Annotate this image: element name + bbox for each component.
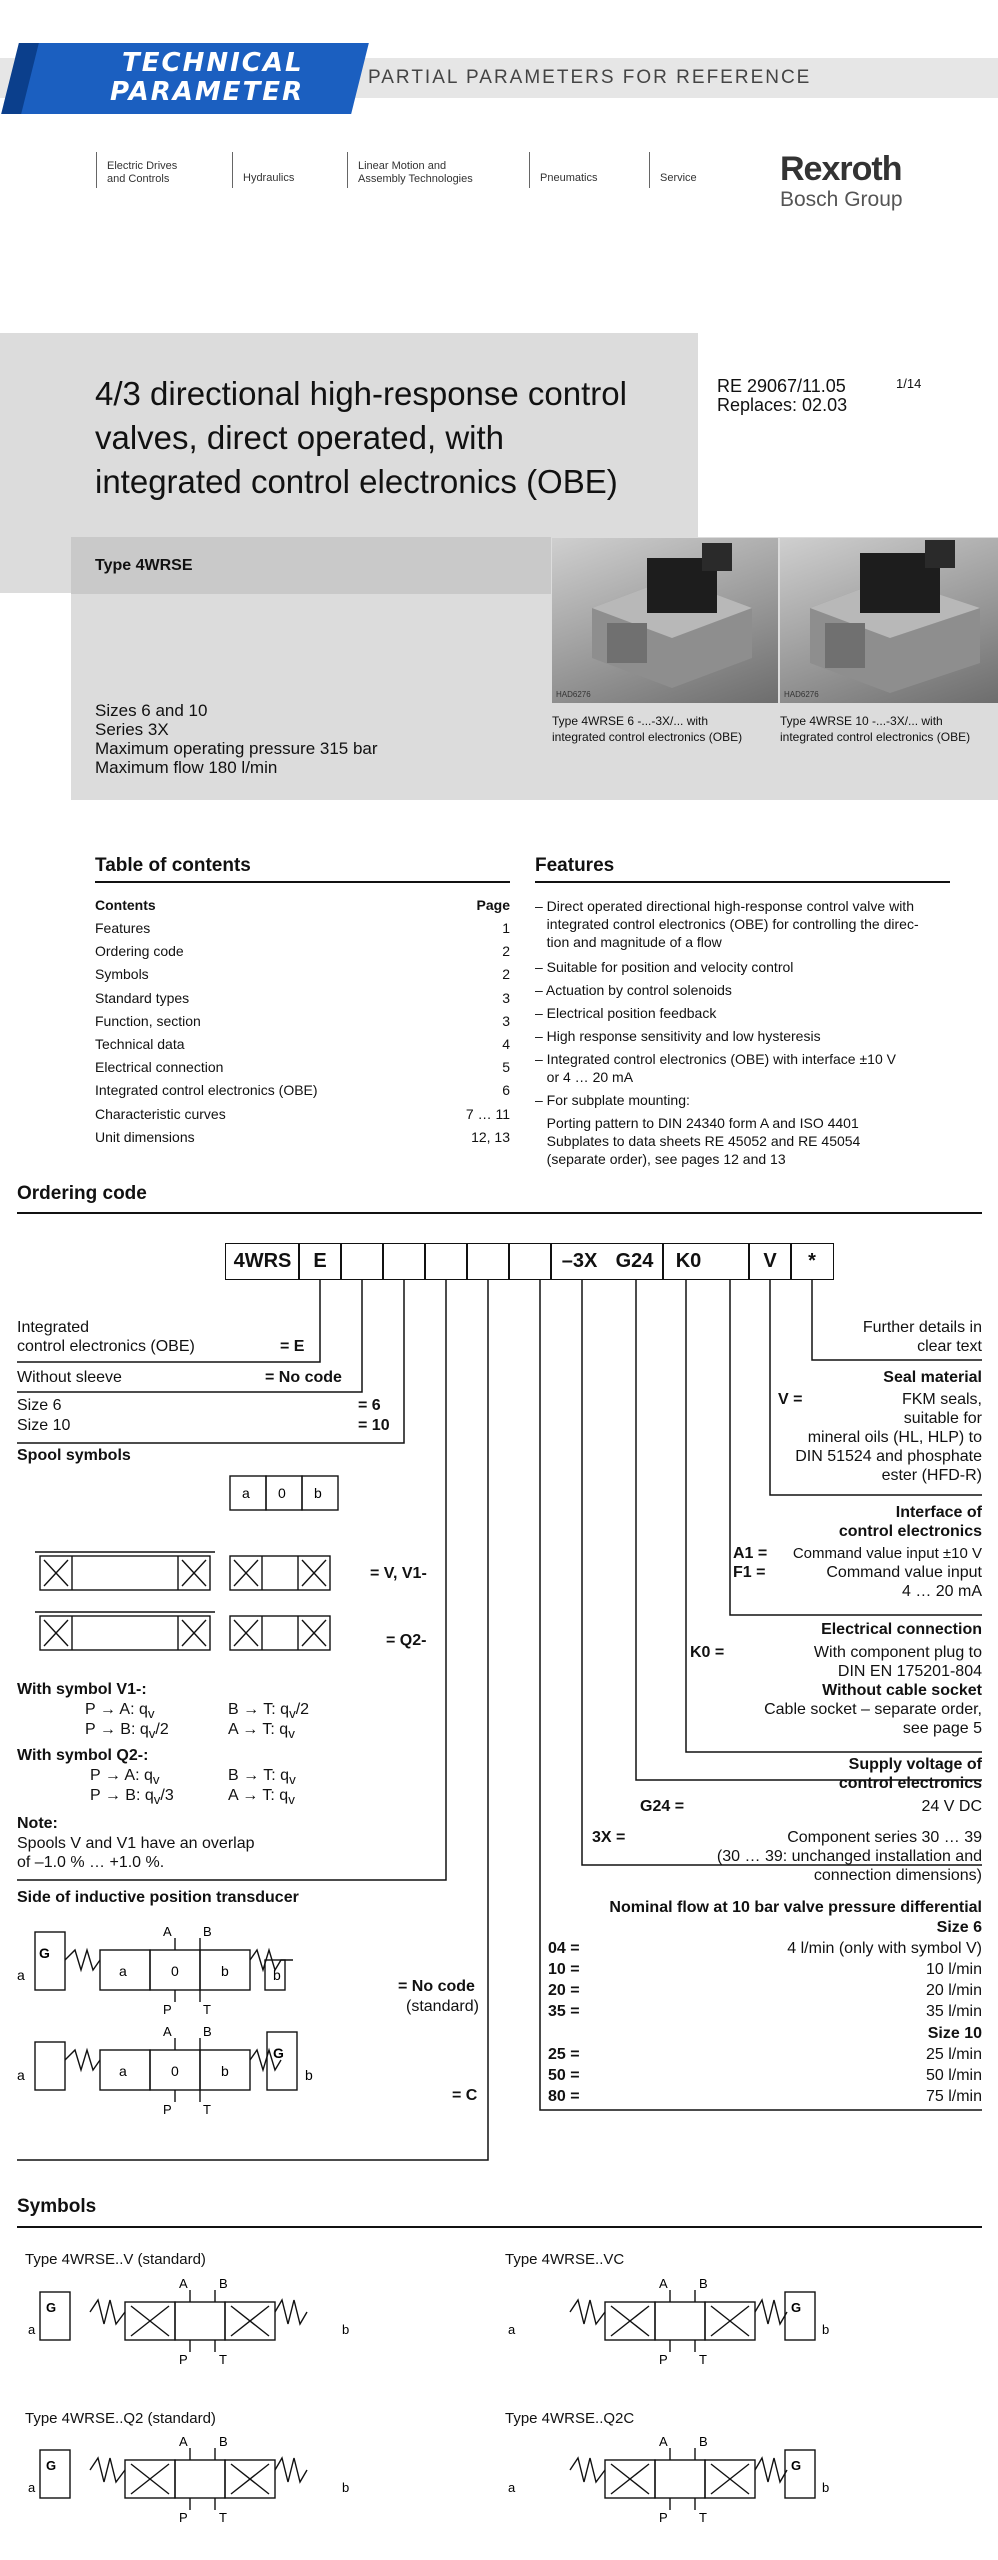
q2-flow-bt: B → T: $q_v$ <box>228 1767 296 1788</box>
banner-title-line1: TECHNICAL <box>122 48 304 78</box>
v1-heading: With symbol V1-: <box>17 1681 147 1698</box>
toc-header: Contents Page <box>95 897 510 913</box>
symbol-part <box>90 2300 125 2324</box>
spec-line: Maximum operating pressure 315 bar <box>95 739 378 758</box>
toc-row[interactable] <box>95 943 510 959</box>
k0-code: K0 = <box>690 1644 725 1661</box>
svg-text:b: b <box>221 2063 229 2079</box>
product-image-size6 <box>552 538 778 703</box>
x3-code: 3X = <box>592 1829 626 1846</box>
v1-flow-pb: P → B: $q_v/2$ <box>85 1721 169 1742</box>
flow-code: 50 = <box>548 2067 580 2084</box>
symbol-part: a <box>508 2322 516 2337</box>
nav-divider <box>232 152 233 188</box>
svg-text:b: b <box>273 1967 281 1983</box>
svg-text:a: a <box>17 1967 25 1983</box>
valve-illustration <box>780 538 998 703</box>
valve-symbol-diagrams <box>0 2272 998 2560</box>
flow-value: 75 l/min <box>925 2088 982 2105</box>
v1-flow-at: A → T: $q_v$ <box>228 1721 295 1742</box>
ordering-rule <box>17 1212 982 1214</box>
symbol-part <box>570 2458 605 2482</box>
symbol-part: b <box>822 2480 830 2495</box>
photo-caption: Type 4WRSE 10 -...-3X/... with integrated control electronics (OBE) <box>780 714 971 744</box>
spool-v-value: = V, V1- <box>370 1565 427 1582</box>
flow-code: 10 = <box>548 1961 580 1978</box>
electrical-heading: Electrical connection <box>821 1621 982 1638</box>
obe-value: = E <box>280 1338 305 1355</box>
q2-flow-pa: P → A: $q_v$ <box>90 1767 160 1788</box>
code-field-spool <box>424 1243 468 1280</box>
feature-item: tion and magnitude of a flow <box>535 934 722 950</box>
symbol-part: a <box>28 2480 36 2495</box>
sleeve-value: = No code <box>265 1369 342 1386</box>
symbol-part <box>755 2300 787 2324</box>
toc-row[interactable] <box>95 920 510 936</box>
spool-q2-value: = Q2- <box>386 1632 427 1649</box>
transducer-standard: (standard) <box>406 1998 479 2015</box>
flow-size6: Size 6 <box>936 1919 982 1936</box>
nav-item-service[interactable]: Service <box>660 172 697 184</box>
replaces-date: Replaces: 02.03 <box>717 395 848 415</box>
g24-code: G24 = <box>640 1798 685 1815</box>
symbols-rule <box>17 2226 982 2228</box>
photo-caption: Type 4WRSE 6 -...-3X/... with integrated control electronics (OBE) <box>552 714 743 744</box>
size6-value: = 6 <box>358 1397 381 1414</box>
symbol-part: A <box>659 2276 668 2291</box>
symbol-part <box>275 2458 307 2482</box>
svg-text:0: 0 <box>278 1485 286 1501</box>
code-field-seal: V <box>748 1243 792 1280</box>
code-field-sleeve <box>340 1243 384 1280</box>
flow-code: 80 = <box>548 2088 580 2105</box>
svg-text:a: a <box>119 2063 127 2079</box>
page-title: 4/3 directional high-response control valves, direct operated, with integrated control electronics (OBE) <box>95 375 627 500</box>
transducer-c: = C <box>452 2087 478 2104</box>
a1-code: A1 = <box>733 1545 768 1562</box>
spec-line: Sizes 6 and 10 <box>95 701 208 720</box>
svg-text:G: G <box>273 2045 284 2061</box>
seal-description: FKM seals, suitable for mineral oils (HL, HLP) to DIN 51524 and phosphate ester (HFD-R) <box>795 1391 982 1484</box>
svg-text:A: A <box>163 2024 172 2039</box>
nav-divider <box>347 152 348 188</box>
symbol-title: Type 4WRSE..Q2C <box>505 2410 635 2427</box>
transducer-heading: Side of inductive position transducer <box>17 1889 299 1906</box>
note-line: Spools V and V1 have an overlap <box>17 1835 255 1852</box>
toc-row[interactable] <box>95 1013 510 1029</box>
svg-text:b: b <box>314 1485 322 1501</box>
feature-item: Porting pattern to DIN 24340 form A and ISO 4401 <box>535 1115 859 1131</box>
toc-title: Integrated control electronics (OBE) <box>95 1082 318 1099</box>
flow-code: 35 = <box>548 2003 580 2020</box>
symbol-part: A <box>179 2434 188 2449</box>
toc-rule <box>95 881 510 883</box>
code-field-voltage: G24 <box>606 1243 664 1280</box>
toc-row[interactable] <box>95 1106 510 1122</box>
symbol-part <box>175 2460 225 2498</box>
brand-logo: Rexroth <box>780 150 902 188</box>
toc-title: Symbols <box>95 966 149 983</box>
symbol-part <box>655 2302 705 2340</box>
spec-line: Series 3X <box>95 720 169 739</box>
symbol-part: G <box>46 2458 57 2473</box>
feature-item: – Integrated control electronics (OBE) with interface ±10 V <box>535 1051 896 1067</box>
toc-title: Electrical connection <box>95 1059 224 1076</box>
v1-flow-bt: B → T: $q_v/2$ <box>228 1701 310 1722</box>
x3-description: Component series 30 … 39 (30 … 39: unchanged installation and connection dimensions) <box>716 1829 982 1884</box>
valve-illustration <box>552 538 778 703</box>
features-heading: Features <box>535 855 615 876</box>
toc-page: 4 <box>502 1036 510 1052</box>
symbol-title: Type 4WRSE..V (standard) <box>25 2251 206 2268</box>
symbol-part: b <box>342 2480 350 2495</box>
symbol-part <box>175 2302 225 2340</box>
toc-page: 7 … 11 <box>465 1105 510 1122</box>
feature-item: – Direct operated directional high-response control valve with <box>535 898 914 914</box>
f1-description: Command value input 4 … 20 mA <box>826 1564 982 1600</box>
toc-page: 2 <box>502 943 510 960</box>
symbol-part: B <box>699 2276 708 2291</box>
k0-description: With component plug to DIN EN 175201-804 Without cable socket Cable socket – separate order, see page 5 <box>764 1644 982 1737</box>
code-field-flow <box>508 1243 552 1280</box>
flow-value: 25 l/min <box>925 2046 982 2063</box>
symbol-part: B <box>219 2276 228 2291</box>
symbol-part: G <box>46 2300 57 2315</box>
toc-page: 3 <box>502 1012 510 1029</box>
g24-description: 24 V DC <box>921 1798 982 1815</box>
banner-subtitle: PARTIAL PARAMETERS FOR REFERENCE <box>368 67 812 88</box>
svg-text:A: A <box>163 1924 172 1939</box>
feature-item: integrated control electronics (OBE) for controlling the direc- <box>535 916 919 932</box>
feature-item: (separate order), see pages 12 and 13 <box>535 1151 786 1167</box>
note-line: of –1.0 % … +1.0 %. <box>17 1854 165 1871</box>
code-field-series: 4WRS <box>225 1243 300 1280</box>
toc-title: Ordering code <box>95 943 184 960</box>
q2-heading: With symbol Q2-: <box>17 1747 149 1764</box>
note-heading: Note: <box>17 1815 58 1832</box>
brand-sub: Bosch Group <box>780 188 903 211</box>
symbol-part <box>275 2300 307 2324</box>
toc-row[interactable] <box>95 1059 510 1075</box>
nav-divider <box>529 152 530 188</box>
toc-page: 12, 13 <box>471 1128 510 1145</box>
interface-heading: Interface of control electronics <box>838 1504 982 1540</box>
code-field-component-series: –3X <box>550 1243 608 1280</box>
svg-text:B: B <box>203 2024 212 2039</box>
symbol-part: P <box>179 2352 188 2367</box>
obe-label: Integrated control electronics (OBE) <box>17 1319 195 1355</box>
toc-title: Standard types <box>95 989 190 1006</box>
transducer-symbols <box>15 1920 315 2140</box>
toc-row[interactable] <box>95 966 510 982</box>
feature-item: or 4 … 20 mA <box>535 1069 634 1085</box>
flow-code: 20 = <box>548 1982 580 1999</box>
symbol-part <box>755 2458 787 2482</box>
toc-title: Unit dimensions <box>95 1128 195 1145</box>
flow-code: 04 = <box>548 1940 580 1957</box>
svg-text:0: 0 <box>171 1963 179 1979</box>
symbol-part: T <box>219 2352 227 2367</box>
symbol-part: A <box>179 2276 188 2291</box>
svg-text:b: b <box>221 1963 229 1979</box>
toc-page: 2 <box>502 966 510 983</box>
flow-size10: Size 10 <box>927 2025 982 2042</box>
flow-value: 50 l/min <box>925 2067 982 2084</box>
features-rule <box>535 881 950 883</box>
svg-text:P: P <box>163 2002 172 2017</box>
symbol-part <box>570 2300 605 2324</box>
svg-text:P: P <box>163 2102 172 2117</box>
toc-row[interactable] <box>95 1129 510 1145</box>
flow-value: 20 l/min <box>925 1982 982 1999</box>
flow-value: 4 l/min (only with symbol V) <box>787 1940 982 1957</box>
toc-title: Technical data <box>95 1036 185 1052</box>
symbol-part: T <box>219 2510 227 2525</box>
toc-page: 6 <box>502 1082 510 1099</box>
symbol-part: P <box>659 2352 668 2367</box>
q2-flow-pb: P → B: $q_v/3$ <box>90 1787 174 1808</box>
code-field-transducer <box>466 1243 510 1280</box>
transducer-nocode: = No code <box>398 1978 475 1995</box>
nav-divider <box>96 152 97 188</box>
flow-code: 25 = <box>548 2046 580 2063</box>
symbol-part: b <box>342 2322 350 2337</box>
svg-text:a: a <box>17 2067 25 2083</box>
size10-label: Size 10 <box>17 1417 71 1434</box>
symbol-part: P <box>659 2510 668 2525</box>
type-label: Type 4WRSE <box>95 557 193 574</box>
symbol-title: Type 4WRSE..VC <box>505 2251 625 2268</box>
spool-heading: Spool symbols <box>17 1447 131 1464</box>
toc-page: 1 <box>502 920 510 936</box>
svg-text:a: a <box>242 1485 250 1501</box>
feature-item: – Suitable for position and velocity control <box>535 959 794 975</box>
nav-item-hydraulics[interactable]: Hydraulics <box>243 172 295 184</box>
feature-item: – Actuation by control solenoids <box>535 982 732 998</box>
toc-heading: Table of contents <box>95 855 251 876</box>
symbol-part: a <box>28 2322 36 2337</box>
flow-value: 10 l/min <box>925 1961 982 1978</box>
ordering-heading: Ordering code <box>17 1183 147 1204</box>
svg-text:0: 0 <box>171 2063 179 2079</box>
symbol-part: T <box>699 2352 707 2367</box>
toc-row[interactable] <box>95 990 510 1006</box>
a1-description: Command value input ±10 V <box>792 1545 982 1562</box>
further-details: Further details in clear text <box>862 1319 982 1355</box>
banner-title-line2: PARAMETER <box>110 77 305 107</box>
symbol-part: G <box>791 2300 802 2315</box>
document-number: RE 29067/11.05 <box>717 376 846 396</box>
page-number: 1/14 <box>896 376 922 391</box>
product-image-size10 <box>780 538 998 703</box>
toc-title: Characteristic curves <box>95 1105 226 1122</box>
nav-item-electric-drives[interactable]: Electric Drives and Controls <box>107 160 178 185</box>
size6-label: Size 6 <box>17 1397 62 1414</box>
symbol-part <box>655 2460 705 2498</box>
feature-item: – Electrical position feedback <box>535 1005 717 1021</box>
feature-item: – High response sensitivity and low hysteresis <box>535 1028 821 1044</box>
symbol-part: P <box>179 2510 188 2525</box>
svg-text:B: B <box>203 1924 212 1939</box>
feature-item: – For subplate mounting: <box>535 1092 690 1108</box>
symbol-part <box>90 2458 125 2482</box>
nav-divider <box>649 152 650 188</box>
seal-code: V = <box>778 1391 803 1408</box>
toc-page: 3 <box>502 989 510 1006</box>
nav-item-linear-motion[interactable]: Linear Motion and Assembly Technologies <box>358 160 473 185</box>
photo-code: HAD6276 <box>556 690 591 699</box>
nav-item-pneumatics[interactable]: Pneumatics <box>540 172 598 184</box>
toc-row[interactable] <box>95 1036 510 1052</box>
symbol-part: G <box>791 2458 802 2473</box>
code-field-obe: E <box>298 1243 342 1280</box>
svg-text:a: a <box>119 1963 127 1979</box>
q2-flow-at: A → T: $q_v$ <box>228 1787 295 1808</box>
svg-text:T: T <box>203 2102 211 2117</box>
size10-value: = 10 <box>358 1417 390 1434</box>
code-field-size <box>382 1243 426 1280</box>
spec-line: Maximum flow 180 l/min <box>95 758 278 777</box>
svg-text:T: T <box>203 2002 211 2017</box>
code-field-interface <box>712 1243 750 1280</box>
code-field-connection: K0 <box>662 1243 714 1280</box>
symbol-part: B <box>219 2434 228 2449</box>
supply-heading: Supply voltage of control electronics <box>838 1756 982 1792</box>
symbol-title: Type 4WRSE..Q2 (standard) <box>25 2410 216 2427</box>
seal-heading: Seal material <box>883 1369 982 1386</box>
symbol-part: T <box>699 2510 707 2525</box>
photo-code: HAD6276 <box>784 690 819 699</box>
flow-heading: Nominal flow at 10 bar valve pressure differential <box>609 1899 982 1916</box>
code-field-details: * <box>790 1243 834 1280</box>
symbol-part: a <box>508 2480 516 2495</box>
toc-page: 5 <box>502 1059 510 1076</box>
svg-text:G: G <box>39 1945 50 1961</box>
toc-row[interactable] <box>95 1082 510 1098</box>
feature-item: Subplates to data sheets RE 45052 and RE 45054 <box>535 1133 861 1149</box>
symbols-heading: Symbols <box>17 2196 97 2217</box>
symbol-part: A <box>659 2434 668 2449</box>
symbol-part: B <box>699 2434 708 2449</box>
toc-title: Features <box>95 920 151 936</box>
svg-text:b: b <box>305 2067 313 2083</box>
sleeve-label: Without sleeve <box>17 1369 122 1386</box>
flow-value: 35 l/min <box>925 2003 982 2020</box>
symbol-part: b <box>822 2322 830 2337</box>
v1-flow-pa: P → A: $q_v$ <box>85 1701 155 1722</box>
f1-code: F1 = <box>733 1564 766 1581</box>
toc-title: Function, section <box>95 1012 201 1029</box>
